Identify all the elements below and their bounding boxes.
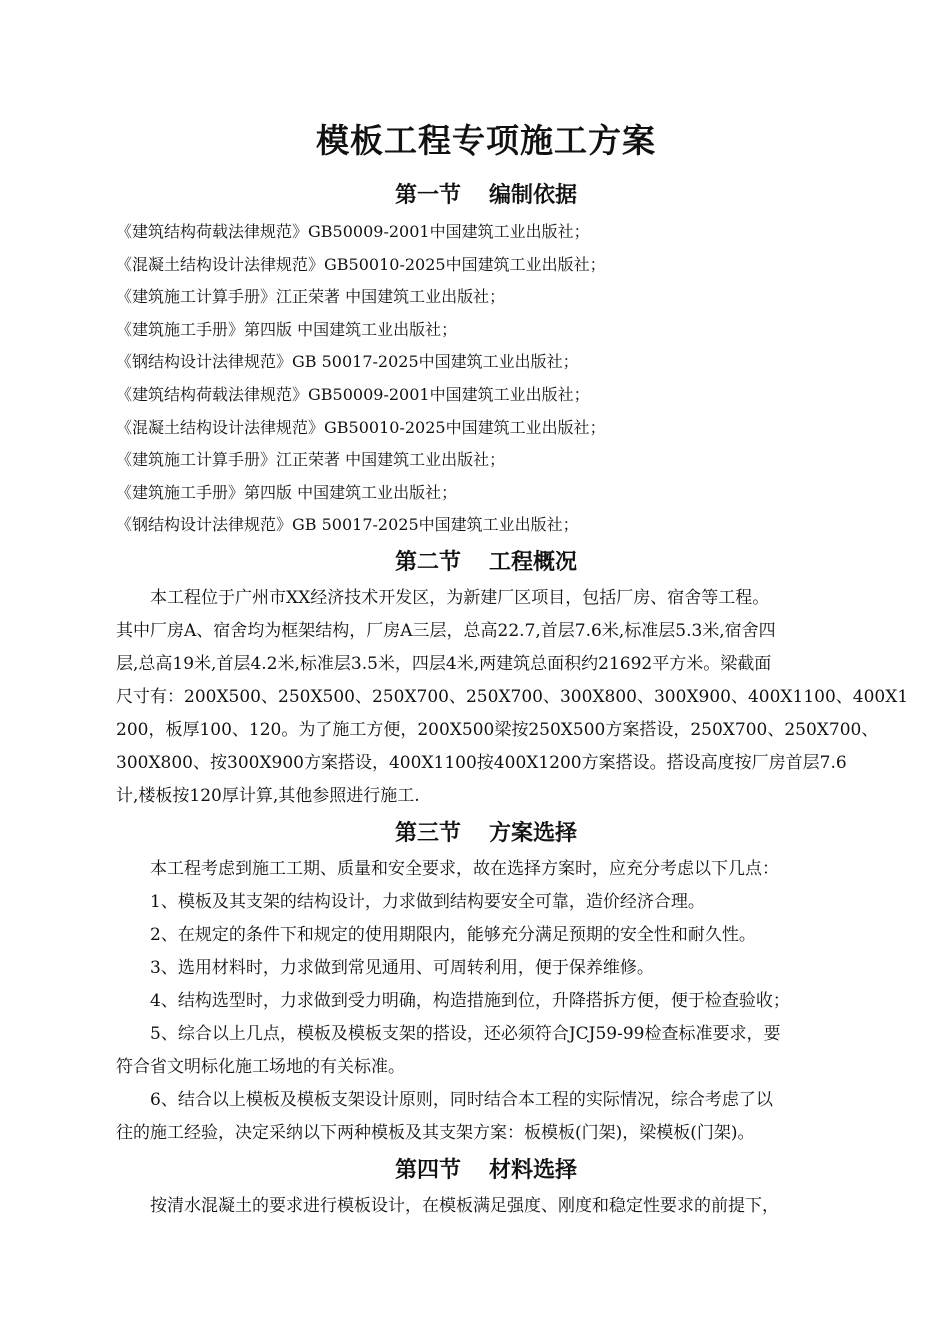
reference-list: [116, 216, 950, 542]
paragraph-line: 200，板厚100、120。为了施工方便，200X500梁按250X500方案搭设，250X700、250X700、: [116, 719, 879, 740]
scheme-point-1: [116, 886, 856, 919]
section-name: 方案选择: [489, 819, 578, 846]
paragraph-line: 5、综合以上几点，模板及模板支架的搭设，还必须符合JCJ59-99检查标准要求，要: [116, 1023, 781, 1044]
paragraph-line: 本工程考虑到施工工期、质量和安全要求，故在选择方案时，应充分考虑以下几点：: [116, 858, 779, 879]
reference-item: 《钢结构设计法律规范》GB 50017-2025中国建筑工业出版社；: [116, 515, 579, 535]
section-heading-material: [116, 1150, 856, 1190]
paragraph-line: 层,总高19米,首层4.2米,标准层3.5米，四层4米,两建筑总面积约21692平方米。梁截面: [116, 653, 772, 674]
reference-item: 《混凝土结构设计法律规范》GB50010-2025中国建筑工业出版社；: [116, 417, 606, 437]
scheme-intro: [116, 853, 856, 886]
paragraph-line: 1、模板及其支架的结构设计，力求做到结构要安全可靠，造价经济合理。: [116, 891, 705, 912]
section-number: 第三节: [394, 819, 461, 846]
section-heading-basis: [116, 174, 856, 216]
paragraph-line: 本工程位于广州市XX经济技术开发区，为新建厂区项目，包括厂房、宿舍等工程。: [116, 587, 770, 608]
section-number: 第四节: [394, 1156, 461, 1183]
reference-item: 《混凝土结构设计法律规范》GB50010-2025中国建筑工业出版社；: [116, 254, 606, 274]
reference-item: 《建筑施工手册》第四版 中国建筑工业出版社；: [116, 319, 458, 339]
section-heading-overview: [116, 542, 856, 582]
paragraph-line: 3、选用材料时，力求做到常见通用、可周转利用，便于保养维修。: [116, 957, 654, 978]
section-heading-scheme: [116, 813, 856, 853]
paragraph-line: 300X800、按300X900方案搭设，400X1100按400X1200方案搭设。搭设高度按厂房首层7.6: [116, 752, 847, 773]
section-name: 编制依据: [489, 182, 578, 208]
section-number: 第一节: [394, 182, 461, 208]
section-name: 材料选择: [489, 1156, 578, 1183]
paragraph-line: 4、结构选型时，力求做到受力明确，构造措施到位，升降搭拆方便，便于检查验收；: [116, 990, 790, 1011]
scheme-point-5: [116, 1018, 856, 1084]
overview-paragraph: [116, 582, 909, 813]
scheme-point-2: [116, 919, 856, 952]
reference-item: 《建筑结构荷载法律规范》GB50009-2001中国建筑工业出版社；: [116, 222, 590, 241]
document-title: 模板工程专项施工方案: [316, 121, 656, 160]
scheme-point-4: [116, 985, 856, 1018]
material-paragraph: [116, 1190, 856, 1223]
reference-item: 《钢结构设计法律规范》GB 50017-2025中国建筑工业出版社；: [116, 352, 579, 372]
paragraph-line: 计,楼板按120厚计算,其他参照进行施工.: [116, 785, 420, 806]
reference-item: 《建筑施工计算手册》江正荣著 中国建筑工业出版社；: [116, 287, 506, 307]
reference-item: 《建筑结构荷载法律规范》GB50009-2001中国建筑工业出版社；: [116, 384, 590, 404]
reference-item: 《建筑施工手册》第四版 中国建筑工业出版社；: [116, 482, 458, 502]
paragraph-line: 6、结合以上模板及模板支架设计原则，同时结合本工程的实际情况，综合考虑了以: [116, 1089, 773, 1110]
section-name: 工程概况: [489, 548, 578, 575]
scheme-point-6: [116, 1084, 856, 1150]
paragraph-line: 尺寸有：200X500、250X500、250X700、250X700、300X800、300X900、400X1100、400X1: [116, 686, 909, 707]
paragraph-line: 按清水混凝土的要求进行模板设计，在模板满足强度、刚度和稳定性要求的前提下，: [116, 1195, 779, 1216]
paragraph-line: 2、在规定的条件下和规定的使用期限内，能够充分满足预期的安全性和耐久性。: [116, 924, 756, 945]
paragraph-line: 符合省文明标化施工场地的有关标准。: [116, 1056, 405, 1077]
paragraph-line: 往的施工经验，决定采纳以下两种模板及其支架方案：板模板(门架)，梁模板(门架)。: [116, 1122, 755, 1143]
section-number: 第二节: [394, 548, 461, 575]
scheme-point-3: [116, 952, 856, 985]
reference-item: 《建筑施工计算手册》江正荣著 中国建筑工业出版社；: [116, 450, 506, 470]
paragraph-line: 其中厂房A、宿舍均为框架结构，厂房A三层，总高22.7,首层7.6米,标准层5.3米,宿舍四: [116, 620, 776, 641]
